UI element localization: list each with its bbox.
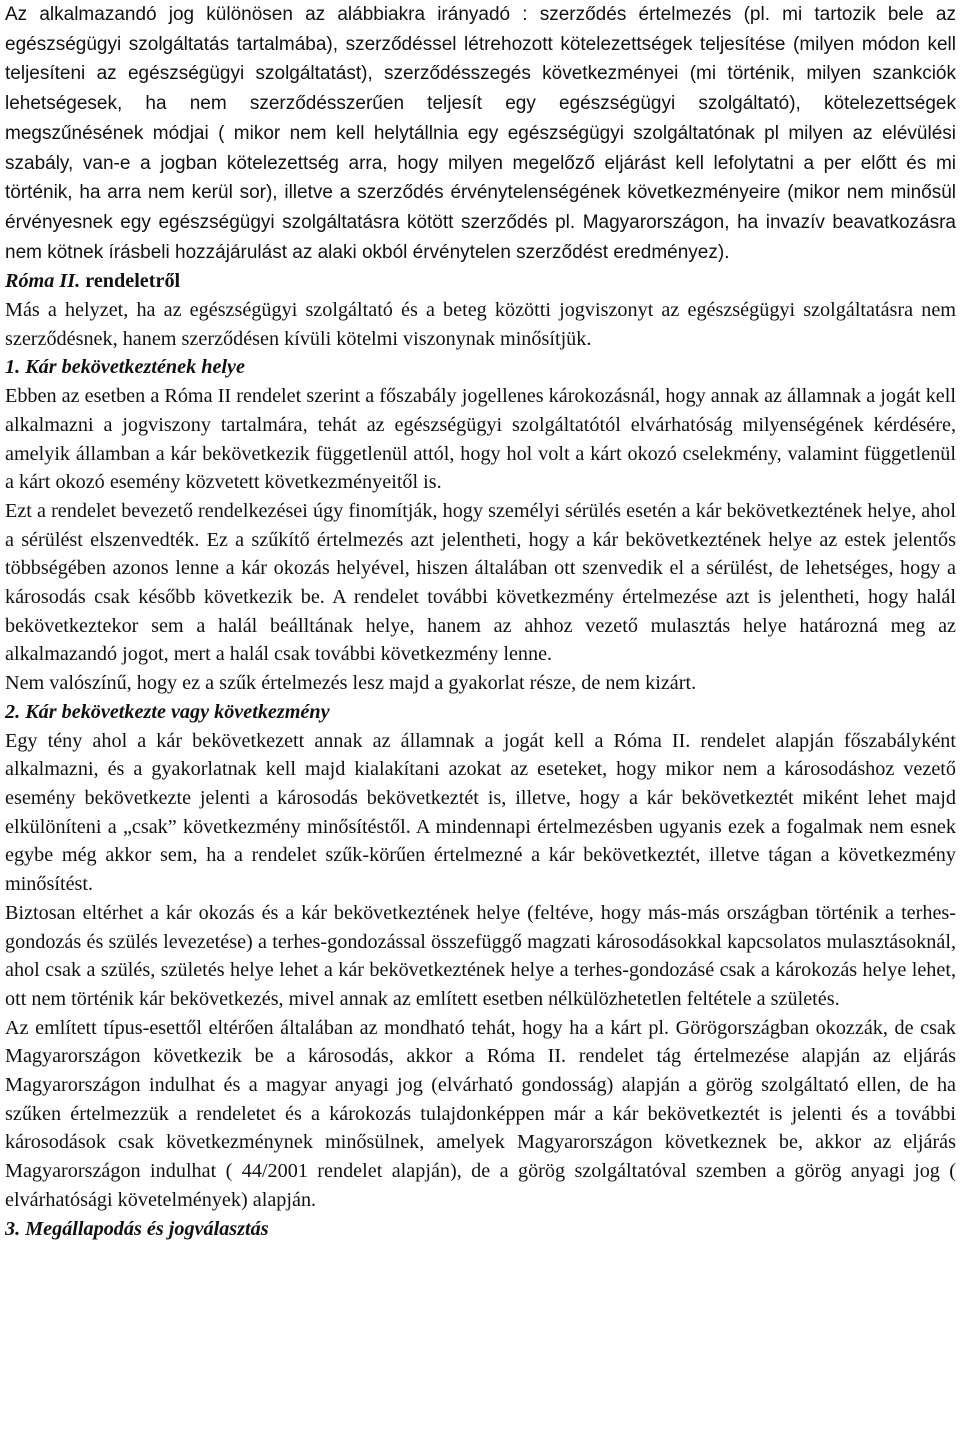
paragraph-1b: Ezt a rendelet bevezető rendelkezései úgy finomítják, hogy személyi sérülés esetén a kár bekövetkeztének helye, ahol a sérülést elszenvedték. Ez a szűkítő értelmezés azt jelentheti, hogy a kár bekövetkeztének helye az estek jelentős többségében azonos lenne a kár okozás helyével, hiszen általában ott szenvedik el a sérülést, de lehetséges, hogy a károsodás csak később következik be. A rendelet további következmény értelmezése azt is jelentheti, hogy halál bekövetkeztekor sem a halál beálltának helye, hanem az ahhoz vezető mulasztás helye határozná meg az alkalmazandó jogot, mert a halál csak további következmény lenne. <box>5 499 956 666</box>
paragraph-2a: Egy tény ahol a kár bekövetkezett annak az államnak a jogát kell a Róma II. rendelet alapján főszabályként alkalmazni, és a gyakorlatnak kell majd kialakítani azokat az eseteket, hogy mikor nem a károsodáshoz vezető esemény bekövetkezte jelenti a károsodás bekövetkeztét is, illetve, hogy a kár bekövetkeztét miként lehet majd elkülöníteni a „csak” következmény minősítéstől. A mindennapi értelmezésben ugyanis ezek a fogalmak nem esnek egybe még akkor sem, ha a rendelet szűk-körűen értelmezné a kár bekövetkeztét, illetve tágan a következmény minősítést. <box>5 729 956 896</box>
heading-1: 1. Kár bekövetkeztének helye <box>5 356 245 379</box>
section-title-rest: rendeletről <box>80 270 181 293</box>
section-title <box>5 267 956 296</box>
heading-3: 3. Megállapodás és jogválasztás <box>5 1217 269 1240</box>
intro-paragraph-text: Az alkalmazandó jog különösen az alábbiakra irányadó : szerződés értelmezés (pl. mi tartozik bele az egészségügyi szolgáltatás tartalmába), szerződéssel létrehozott kötelezettségek teljesítése (milyen módon kell teljesíteni az egészségügyi szolgáltatást), szerződésszegés következményei (mi történik, milyen szankciók lehetségesek, ha nem szerződésszerűen teljesít egy egészségügyi szolgáltató), kötelezettségek megszűnésének módjai ( mikor nem kell helytállnia egy egészségügyi szolgáltatónak pl milyen az elévülési szabály, van-e a jogban kötelezettség arra, hogy milyen megelőző eljárást kell lefolytatni a per előtt és mi történik, ha arra nem kerül sor), illetve <box>5 4 956 204</box>
paragraph-1c: Nem valószínű, hogy ez a szűk értelmezés lesz majd a gyakorlat része, de nem kizárt. <box>5 672 697 695</box>
section-intro-paragraph: Más a helyzet, ha az egészségügyi szolgáltató és a beteg közötti jogviszonyt az egészségügyi szolgáltatásra nem szerződésnek, hanem szerződésen kívüli kötelmi viszonynak minősítjük. <box>5 299 956 350</box>
section-title-italic: Róma II. <box>5 270 81 293</box>
paragraph-1a: Ebben az esetben a Róma II rendelet szerint a főszabály jogellenes károkozásnál, hogy annak az államnak a jogát kell alkalmazni a jogviszony tartalmára, tehát az egészségügyi szolgáltatótól elvárhatóság milyenségének kérdésére, amelyik államban a kár bekövetkezik függetlenül attól, hogy hol volt a kárt okozó cselekmény, valamint függetlenül a kárt okozó esemény közvetett következményeitől is. <box>5 385 956 494</box>
heading-2: 2. Kár bekövetkezte vagy következmény <box>5 700 330 723</box>
paragraph-2c: Az említett típus-esettől eltérően általában az mondható tehát, hogy ha a kárt pl. Görögországban okozzák, de csak Magyarországon következik be a károsodás, akkor a Róma II. rendelet tág értelmezése alapján az eljárás Magyarországon indulhat és a magyar anyagi jog (elvárható gondosság) alapján a görög szolgáltató ellen, de ha szűken értelmezzük a rendeletet és a károkozás tulajdonképpen már a kár bekövetkeztét is jelenti és a további károsodások csak következménynek minősülnek, amelyek Magyarországon következnek be, akkor az eljárás Magyarországon indulhat ( 44/2001 rendelet alapján), de a görög szolgáltatóval szemben a görög anyagi jog ( elvárhatósági követelmények) alapján. <box>5 1016 956 1211</box>
paragraph-2b: Biztosan eltérhet a kár okozás és a kár bekövetkeztének helye (feltéve, hogy más-más országban történik a terhes-gondozás és szülés levezetése) a terhes-gondozással összefüggő magzati károsodásokkal kapcsolatos mulasztásoknál, ahol csak a szülés, születés helye lehet a kár bekövetkeztének helye a terhes-gondozásé csak a károkozás helye lehet, ott nem történik kár bekövetkezés, mivel annak az említett esetben nélkülözhetetlen feltétele a születés. <box>5 901 956 1010</box>
intro-paragraph-text-cont: a szerződés érvénytelenségének következményeire (mikor nem minősül érvényesnek egy egészségügyi szolgáltatásra kötött szerződés pl. Magyarországon, ha invazív beavatkozásra nem kötnek írásbeli hozzájárulást az alaki okból érvénytelen szerződést eredményez). <box>5 182 957 263</box>
intro-paragraph <box>5 0 956 267</box>
